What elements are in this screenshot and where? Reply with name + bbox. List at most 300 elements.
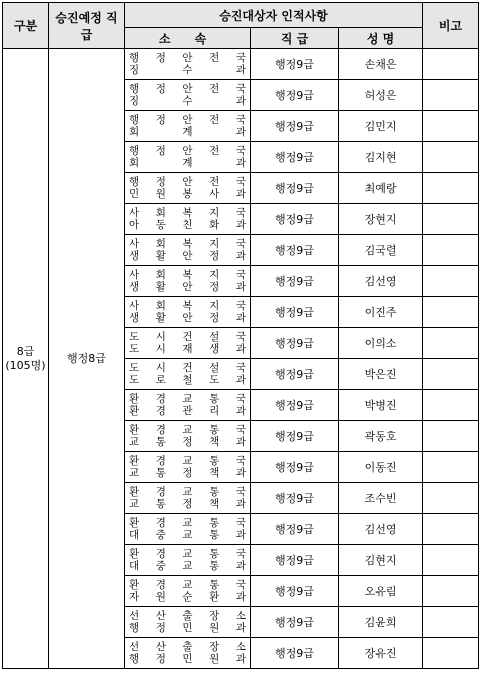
dept-char: 설 xyxy=(209,362,220,374)
dept-char: 경 xyxy=(155,548,166,560)
dept-char: 통 xyxy=(155,498,166,510)
dept-char: 교 xyxy=(129,498,140,510)
name-cell: 김지현 xyxy=(339,142,423,173)
dept-char: 복 xyxy=(182,207,193,219)
dept-char: 통 xyxy=(209,455,220,467)
rank-cell: 행정9급 xyxy=(251,49,339,80)
dept-cell xyxy=(125,390,251,421)
dept-char: 도 xyxy=(129,362,140,374)
dept-cell xyxy=(125,235,251,266)
note-cell xyxy=(423,142,479,173)
dept-char: 산 xyxy=(155,610,166,622)
dept-char: 계 xyxy=(182,157,193,169)
dept-division xyxy=(125,498,250,510)
dept-char: 관 xyxy=(182,405,193,417)
dept-char: 생 xyxy=(129,281,140,293)
dept-char: 과 xyxy=(235,250,246,262)
note-cell xyxy=(423,607,479,638)
dept-char: 수 xyxy=(182,64,193,76)
dept-char: 환 xyxy=(129,424,140,436)
dept-char: 시 xyxy=(155,331,166,343)
dept-char: 환 xyxy=(129,517,140,529)
dept-cell xyxy=(125,576,251,607)
dept-bureau xyxy=(125,362,250,374)
dept-char: 원 xyxy=(155,591,166,603)
name-cell: 오유림 xyxy=(339,576,423,607)
dept-char: 사 xyxy=(129,238,140,250)
dept-char: 과 xyxy=(235,312,246,324)
dept-char: 정 xyxy=(182,498,193,510)
note-cell xyxy=(423,297,479,328)
dept-char: 통 xyxy=(209,393,220,405)
dept-division xyxy=(125,157,250,169)
dept-char: 과 xyxy=(235,436,246,448)
dept-char: 친 xyxy=(182,219,193,231)
note-cell xyxy=(423,483,479,514)
dept-division xyxy=(125,312,250,324)
dept-division xyxy=(125,374,250,386)
dept-char: 건 xyxy=(182,331,193,343)
dept-bureau xyxy=(125,455,250,467)
dept-char: 리 xyxy=(209,405,220,417)
dept-bureau xyxy=(125,579,250,591)
dept-char: 원 xyxy=(209,653,220,665)
dept-char: 징 xyxy=(129,64,140,76)
dept-division xyxy=(125,436,250,448)
dept-char: 국 xyxy=(235,455,246,467)
header-row-top xyxy=(3,3,479,28)
dept-char: 과 xyxy=(235,281,246,293)
dept-char: 국 xyxy=(235,362,246,374)
dept-bureau xyxy=(125,548,250,560)
dept-char: 사 xyxy=(129,207,140,219)
dept-char: 과 xyxy=(235,405,246,417)
dept-char: 국 xyxy=(235,238,246,250)
dept-division xyxy=(125,188,250,200)
dept-char: 지 xyxy=(209,269,220,281)
rank-cell: 행정9급 xyxy=(251,483,339,514)
dept-cell xyxy=(125,49,251,80)
dept-char: 원 xyxy=(209,622,220,634)
name-cell: 박병진 xyxy=(339,390,423,421)
dept-char: 철 xyxy=(182,374,193,386)
dept-char: 전 xyxy=(209,52,220,64)
dept-char: 국 xyxy=(235,517,246,529)
dept-char: 행 xyxy=(129,653,140,665)
dept-bureau xyxy=(125,207,250,219)
name-cell: 김국렬 xyxy=(339,235,423,266)
dept-char: 행 xyxy=(129,83,140,95)
dept-bureau xyxy=(125,393,250,405)
dept-char: 정 xyxy=(155,114,166,126)
dept-char: 책 xyxy=(209,467,220,479)
dept-char: 도 xyxy=(129,374,140,386)
dept-char: 과 xyxy=(235,560,246,572)
dept-char: 생 xyxy=(129,312,140,324)
dept-cell xyxy=(125,514,251,545)
dept-char: 복 xyxy=(182,238,193,250)
name-cell: 허성은 xyxy=(339,80,423,111)
roster-body xyxy=(3,49,479,669)
dept-char: 과 xyxy=(235,467,246,479)
dept-char: 환 xyxy=(129,405,140,417)
dept-char: 회 xyxy=(155,300,166,312)
dept-char: 교 xyxy=(129,436,140,448)
dept-char: 안 xyxy=(182,312,193,324)
rank-cell: 행정9급 xyxy=(251,173,339,204)
dept-char: 사 xyxy=(129,269,140,281)
rank-cell: 행정9급 xyxy=(251,359,339,390)
rank-cell: 행정9급 xyxy=(251,607,339,638)
note-cell xyxy=(423,421,479,452)
rank-cell: 행정9급 xyxy=(251,266,339,297)
name-cell: 김현지 xyxy=(339,545,423,576)
dept-char: 과 xyxy=(235,529,246,541)
dept-char: 과 xyxy=(235,591,246,603)
dept-bureau xyxy=(125,641,250,653)
dept-char: 경 xyxy=(155,405,166,417)
category-cell xyxy=(3,49,49,669)
dept-char: 국 xyxy=(235,52,246,64)
name-cell: 김윤희 xyxy=(339,607,423,638)
dept-cell xyxy=(125,173,251,204)
rank-cell: 행정9급 xyxy=(251,111,339,142)
dept-bureau xyxy=(125,269,250,281)
dept-char: 회 xyxy=(129,126,140,138)
dept-char: 과 xyxy=(235,343,246,355)
dept-char: 활 xyxy=(155,281,166,293)
dept-char: 과 xyxy=(235,374,246,386)
dept-char: 환 xyxy=(129,393,140,405)
dept-char: 회 xyxy=(155,238,166,250)
dept-char: 대 xyxy=(129,529,140,541)
dept-char: 과 xyxy=(235,498,246,510)
dept-cell xyxy=(125,545,251,576)
dept-char: 도 xyxy=(209,374,220,386)
rank-cell: 행정9급 xyxy=(251,328,339,359)
dept-char: 시 xyxy=(155,343,166,355)
dept-char: 행 xyxy=(129,622,140,634)
name-cell: 이동진 xyxy=(339,452,423,483)
note-cell xyxy=(423,452,479,483)
dept-bureau xyxy=(125,610,250,622)
note-cell xyxy=(423,638,479,669)
promo-rank-cell: 행정8급 xyxy=(49,49,125,669)
name-cell: 손채은 xyxy=(339,49,423,80)
dept-char: 교 xyxy=(182,579,193,591)
dept-char: 교 xyxy=(182,560,193,572)
dept-char: 로 xyxy=(155,374,166,386)
dept-char: 교 xyxy=(182,486,193,498)
dept-division xyxy=(125,95,250,107)
dept-char: 지 xyxy=(209,238,220,250)
dept-char: 지 xyxy=(209,300,220,312)
dept-division xyxy=(125,281,250,293)
dept-char: 국 xyxy=(235,207,246,219)
dept-char: 국 xyxy=(235,176,246,188)
rank-cell: 행정9급 xyxy=(251,235,339,266)
note-cell xyxy=(423,49,479,80)
rank-cell: 행정9급 xyxy=(251,80,339,111)
dept-char: 화 xyxy=(209,219,220,231)
dept-bureau xyxy=(125,52,250,64)
dept-char: 경 xyxy=(155,393,166,405)
dept-char: 소 xyxy=(235,610,246,622)
dept-char: 통 xyxy=(209,486,220,498)
name-cell: 이의소 xyxy=(339,328,423,359)
dept-char: 계 xyxy=(182,126,193,138)
dept-char: 정 xyxy=(182,436,193,448)
name-cell: 박은진 xyxy=(339,359,423,390)
dept-char: 통 xyxy=(209,529,220,541)
dept-char: 행 xyxy=(129,52,140,64)
dept-division xyxy=(125,64,250,76)
rank-cell: 행정9급 xyxy=(251,142,339,173)
rank-cell: 행정9급 xyxy=(251,204,339,235)
dept-division xyxy=(125,126,250,138)
rank-cell: 행정9급 xyxy=(251,390,339,421)
rank-cell: 행정9급 xyxy=(251,452,339,483)
dept-cell xyxy=(125,452,251,483)
dept-char: 안 xyxy=(182,145,193,157)
dept-char: 민 xyxy=(182,622,193,634)
dept-bureau xyxy=(125,176,250,188)
dept-char: 환 xyxy=(129,486,140,498)
dept-division xyxy=(125,343,250,355)
name-cell: 곽동호 xyxy=(339,421,423,452)
dept-char: 경 xyxy=(155,579,166,591)
dept-cell xyxy=(125,359,251,390)
dept-cell xyxy=(125,297,251,328)
dept-char: 전 xyxy=(209,114,220,126)
dept-char: 안 xyxy=(182,114,193,126)
name-cell: 장유진 xyxy=(339,638,423,669)
dept-char: 정 xyxy=(155,622,166,634)
dept-char: 국 xyxy=(235,393,246,405)
category-count: (105명) xyxy=(5,358,46,372)
name-cell: 조수빈 xyxy=(339,483,423,514)
dept-bureau xyxy=(125,331,250,343)
dept-division xyxy=(125,560,250,572)
dept-char: 통 xyxy=(209,424,220,436)
dept-char: 활 xyxy=(155,312,166,324)
dept-char: 지 xyxy=(209,207,220,219)
note-cell xyxy=(423,204,479,235)
dept-char: 교 xyxy=(129,467,140,479)
note-cell xyxy=(423,111,479,142)
dept-char: 환 xyxy=(209,591,220,603)
dept-division xyxy=(125,405,250,417)
dept-char: 과 xyxy=(235,126,246,138)
dept-char: 수 xyxy=(182,95,193,107)
dept-division xyxy=(125,250,250,262)
dept-char: 사 xyxy=(129,300,140,312)
dept-char: 교 xyxy=(182,548,193,560)
dept-char: 복 xyxy=(182,300,193,312)
dept-char: 정 xyxy=(155,83,166,95)
dept-char: 산 xyxy=(155,641,166,653)
dept-char: 안 xyxy=(182,176,193,188)
dept-char: 복 xyxy=(182,269,193,281)
note-cell xyxy=(423,545,479,576)
name-cell: 김민지 xyxy=(339,111,423,142)
dept-char: 경 xyxy=(155,517,166,529)
dept-char: 징 xyxy=(129,95,140,107)
dept-char: 도 xyxy=(129,343,140,355)
note-cell xyxy=(423,390,479,421)
dept-char: 국 xyxy=(235,114,246,126)
dept-char: 건 xyxy=(182,362,193,374)
dept-char: 안 xyxy=(182,83,193,95)
dept-char: 국 xyxy=(235,548,246,560)
dept-char: 안 xyxy=(182,281,193,293)
dept-cell xyxy=(125,483,251,514)
note-cell xyxy=(423,173,479,204)
dept-char: 활 xyxy=(155,250,166,262)
name-cell: 최예랑 xyxy=(339,173,423,204)
dept-char: 국 xyxy=(235,331,246,343)
dept-char: 교 xyxy=(182,393,193,405)
dept-char: 행 xyxy=(129,145,140,157)
dept-char: 민 xyxy=(129,188,140,200)
note-cell xyxy=(423,576,479,607)
dept-bureau xyxy=(125,486,250,498)
header-promo-rank: 승진예정 직 급 xyxy=(49,3,125,49)
dept-char: 재 xyxy=(182,343,193,355)
dept-bureau xyxy=(125,238,250,250)
dept-char: 과 xyxy=(235,95,246,107)
dept-char: 정 xyxy=(155,653,166,665)
dept-char: 통 xyxy=(209,548,220,560)
dept-division xyxy=(125,653,250,665)
dept-char: 교 xyxy=(182,424,193,436)
dept-char: 정 xyxy=(209,250,220,262)
dept-char: 소 xyxy=(235,641,246,653)
dept-char: 통 xyxy=(155,467,166,479)
dept-cell xyxy=(125,142,251,173)
rank-cell: 행정9급 xyxy=(251,297,339,328)
dept-char: 시 xyxy=(155,362,166,374)
dept-char: 환 xyxy=(129,548,140,560)
dept-char: 통 xyxy=(155,436,166,448)
rank-cell: 행정9급 xyxy=(251,576,339,607)
table-row xyxy=(3,49,479,80)
dept-char: 국 xyxy=(235,83,246,95)
dept-char: 교 xyxy=(182,455,193,467)
dept-char: 경 xyxy=(155,455,166,467)
dept-char: 순 xyxy=(182,591,193,603)
note-cell xyxy=(423,266,479,297)
dept-char: 설 xyxy=(209,331,220,343)
dept-cell xyxy=(125,80,251,111)
name-cell: 장현지 xyxy=(339,204,423,235)
dept-division xyxy=(125,622,250,634)
dept-char: 선 xyxy=(129,610,140,622)
dept-char: 경 xyxy=(155,424,166,436)
dept-char: 안 xyxy=(182,52,193,64)
dept-char: 행 xyxy=(129,114,140,126)
dept-char: 아 xyxy=(129,219,140,231)
dept-char: 회 xyxy=(129,157,140,169)
rank-cell: 행정9급 xyxy=(251,421,339,452)
rank-cell: 행정9급 xyxy=(251,514,339,545)
dept-char: 통 xyxy=(209,560,220,572)
dept-cell xyxy=(125,638,251,669)
dept-cell xyxy=(125,421,251,452)
dept-char: 교 xyxy=(182,529,193,541)
dept-char: 환 xyxy=(129,579,140,591)
dept-char: 국 xyxy=(235,300,246,312)
promotion-roster-table xyxy=(2,2,479,669)
dept-char: 국 xyxy=(235,579,246,591)
dept-char: 민 xyxy=(182,653,193,665)
dept-char: 원 xyxy=(155,188,166,200)
dept-cell xyxy=(125,328,251,359)
dept-char: 책 xyxy=(209,498,220,510)
dept-char: 정 xyxy=(155,145,166,157)
dept-char: 출 xyxy=(182,610,193,622)
name-cell: 김선영 xyxy=(339,266,423,297)
dept-char: 환 xyxy=(129,455,140,467)
dept-char: 통 xyxy=(209,579,220,591)
dept-char: 봉 xyxy=(182,188,193,200)
dept-char: 전 xyxy=(209,83,220,95)
dept-char: 중 xyxy=(155,560,166,572)
dept-char: 정 xyxy=(209,281,220,293)
header-name: 성 명 xyxy=(339,28,423,49)
dept-char: 동 xyxy=(155,219,166,231)
dept-char: 자 xyxy=(129,591,140,603)
dept-char: 도 xyxy=(129,331,140,343)
header-note: 비고 xyxy=(423,3,479,49)
dept-char: 과 xyxy=(235,622,246,634)
note-cell xyxy=(423,328,479,359)
dept-char: 출 xyxy=(182,641,193,653)
dept-char: 선 xyxy=(129,641,140,653)
note-cell xyxy=(423,514,479,545)
dept-char: 국 xyxy=(235,486,246,498)
header-dept: 소 속 xyxy=(125,28,251,49)
dept-cell xyxy=(125,111,251,142)
dept-bureau xyxy=(125,517,250,529)
name-cell: 김선영 xyxy=(339,514,423,545)
dept-char: 책 xyxy=(209,436,220,448)
dept-char: 과 xyxy=(235,188,246,200)
dept-char: 교 xyxy=(182,517,193,529)
dept-division xyxy=(125,467,250,479)
note-cell xyxy=(423,359,479,390)
dept-char: 회 xyxy=(155,207,166,219)
dept-char: 통 xyxy=(209,517,220,529)
dept-cell xyxy=(125,266,251,297)
dept-char: 과 xyxy=(235,219,246,231)
dept-char: 과 xyxy=(235,653,246,665)
dept-division xyxy=(125,591,250,603)
dept-char: 정 xyxy=(209,312,220,324)
dept-char: 생 xyxy=(129,250,140,262)
dept-bureau xyxy=(125,424,250,436)
dept-bureau xyxy=(125,300,250,312)
dept-char: 경 xyxy=(155,486,166,498)
dept-char: 정 xyxy=(155,176,166,188)
dept-char: 생 xyxy=(209,343,220,355)
dept-char: 사 xyxy=(209,188,220,200)
dept-char: 국 xyxy=(235,269,246,281)
dept-char: 과 xyxy=(235,64,246,76)
dept-char: 정 xyxy=(155,52,166,64)
dept-char: 국 xyxy=(235,424,246,436)
dept-cell xyxy=(125,204,251,235)
